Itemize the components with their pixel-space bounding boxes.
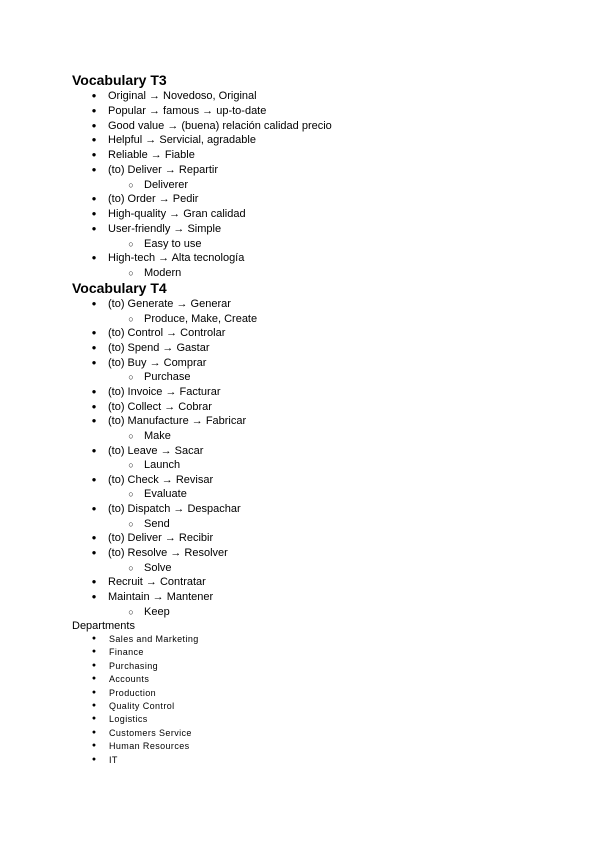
hollow-bullet-icon: ○ bbox=[128, 430, 134, 441]
department-item bbox=[0, 633, 600, 645]
list-item bbox=[0, 192, 600, 206]
list-item-text: (to) Order → Pedir bbox=[108, 193, 199, 206]
bullet-icon: ● bbox=[91, 105, 97, 115]
list-subitem bbox=[0, 458, 600, 472]
bullet-icon: ● bbox=[91, 504, 97, 514]
heading-departments: Departments bbox=[72, 620, 135, 632]
bullet-icon: ● bbox=[91, 357, 97, 367]
bullet-icon: ● bbox=[91, 675, 97, 683]
bullet-icon: ● bbox=[91, 661, 97, 669]
department-item bbox=[0, 646, 600, 658]
list-item bbox=[0, 400, 600, 414]
department-item bbox=[0, 700, 600, 712]
bullet-icon: ● bbox=[91, 474, 97, 484]
hollow-bullet-icon: ○ bbox=[128, 238, 134, 249]
list-item bbox=[0, 590, 600, 604]
list-item-text: (to) Deliver → Recibir bbox=[108, 532, 214, 545]
list-item bbox=[0, 575, 600, 589]
bullet-icon: ● bbox=[91, 445, 97, 455]
list-item-text: Maintain → Mantener bbox=[108, 591, 214, 603]
list-item-text: (to) Buy → Comprar bbox=[108, 356, 207, 369]
list-item-text: (to) Spend → Gastar bbox=[108, 341, 210, 354]
list-subitem bbox=[0, 266, 600, 280]
list-subitem bbox=[0, 561, 600, 575]
list-item-text: (to) Generate → Generar bbox=[108, 298, 231, 310]
bullet-icon: ● bbox=[91, 728, 97, 736]
bullet-icon: ● bbox=[91, 150, 97, 159]
list-item-text: High-quality → Gran calidad bbox=[108, 208, 246, 220]
hollow-bullet-icon: ○ bbox=[128, 606, 134, 617]
list-item-text: Reliable → Fiable bbox=[108, 149, 195, 161]
department-item bbox=[0, 740, 600, 752]
list-item-text: Popular → famous → up-to-date bbox=[108, 104, 267, 117]
bullet-icon: ● bbox=[91, 299, 97, 308]
department-item-text: Sales and Marketing bbox=[109, 634, 199, 644]
list-subitem bbox=[0, 517, 600, 531]
bullet-icon: ● bbox=[91, 648, 97, 656]
department-item-text: Logistics bbox=[109, 714, 148, 725]
department-item-text: IT bbox=[109, 754, 118, 765]
department-item bbox=[0, 727, 600, 739]
list-item bbox=[0, 297, 600, 311]
list-item-text: (to) Dispatch → Despachar bbox=[108, 503, 241, 516]
list-item bbox=[0, 222, 600, 236]
bullet-icon: ● bbox=[91, 755, 97, 763]
list-item bbox=[0, 251, 600, 265]
list-item-text: High-tech → Alta tecnología bbox=[108, 252, 245, 265]
bullet-icon: ● bbox=[91, 577, 97, 587]
department-item bbox=[0, 687, 600, 699]
department-item-text: Finance bbox=[109, 647, 144, 658]
list-item bbox=[0, 104, 600, 118]
list-item bbox=[0, 546, 600, 560]
department-item-text: Customers Service bbox=[109, 727, 192, 738]
list-item bbox=[0, 133, 600, 147]
bullet-icon: ● bbox=[91, 401, 97, 411]
list-item-text: Make bbox=[144, 429, 171, 442]
list-item-text: (to) Collect → Cobrar bbox=[108, 400, 212, 413]
list-subitem bbox=[0, 178, 600, 192]
list-item-text: Keep bbox=[144, 605, 170, 618]
department-item-text: Production bbox=[109, 687, 157, 698]
department-item bbox=[0, 754, 600, 766]
list-item bbox=[0, 326, 600, 340]
list-item bbox=[0, 341, 600, 355]
list-item-text: Solve bbox=[144, 561, 172, 574]
department-item-text: Quality Control bbox=[109, 701, 175, 711]
bullet-icon: ● bbox=[91, 223, 97, 233]
bullet-icon: ● bbox=[91, 194, 97, 204]
hollow-bullet-icon: ○ bbox=[128, 313, 134, 324]
list-item bbox=[0, 119, 600, 133]
list-subitem bbox=[0, 429, 600, 443]
list-item-text: (to) Resolve → Resolver bbox=[108, 547, 228, 560]
department-item-text: Human Resources bbox=[109, 741, 190, 752]
list-item-text: Modern bbox=[144, 267, 182, 279]
department-item bbox=[0, 660, 600, 672]
list-item-text: Purchase bbox=[144, 371, 191, 384]
list-item-text: Recruit → Contratar bbox=[108, 576, 206, 589]
bullet-icon: ● bbox=[91, 135, 97, 145]
hollow-bullet-icon: ○ bbox=[128, 460, 134, 471]
list-item-text: Produce, Make, Create bbox=[144, 312, 258, 325]
list-item bbox=[0, 356, 600, 370]
list-item-text: Launch bbox=[144, 459, 181, 472]
list-item-text: Good value → (buena) relación calidad precio bbox=[108, 119, 332, 132]
list-item bbox=[0, 163, 600, 177]
list-subitem bbox=[0, 487, 600, 501]
list-item bbox=[0, 207, 600, 221]
list-item-text: Deliverer bbox=[144, 178, 189, 191]
list-item-text: (to) Deliver → Repartir bbox=[108, 163, 219, 176]
bullet-icon: ● bbox=[91, 702, 97, 709]
bullet-icon: ● bbox=[91, 342, 97, 352]
bullet-icon: ● bbox=[91, 635, 97, 642]
department-item-text: Accounts bbox=[109, 674, 150, 685]
list-item bbox=[0, 502, 600, 516]
list-item-text: Original → Novedoso, Original bbox=[108, 90, 257, 102]
list-item bbox=[0, 473, 600, 487]
list-subitem bbox=[0, 312, 600, 326]
list-item-text: (to) Control → Controlar bbox=[108, 327, 226, 340]
list-item-text: User-friendly → Simple bbox=[108, 222, 222, 235]
list-item-text: Easy to use bbox=[144, 237, 202, 250]
hollow-bullet-icon: ○ bbox=[128, 518, 134, 529]
department-item bbox=[0, 673, 600, 685]
department-item bbox=[0, 713, 600, 725]
bullet-icon: ● bbox=[91, 209, 97, 218]
list-subitem bbox=[0, 237, 600, 251]
hollow-bullet-icon: ○ bbox=[128, 179, 134, 190]
list-item-text: Helpful → Servicial, agradable bbox=[108, 134, 256, 147]
list-item bbox=[0, 89, 600, 103]
bullet-icon: ● bbox=[91, 253, 97, 263]
list-item-text: Send bbox=[144, 517, 170, 530]
bullet-icon: ● bbox=[91, 715, 97, 723]
hollow-bullet-icon: ○ bbox=[128, 562, 134, 573]
hollow-bullet-icon: ○ bbox=[128, 268, 134, 278]
bullet-icon: ● bbox=[91, 688, 97, 696]
list-item bbox=[0, 385, 600, 399]
hollow-bullet-icon: ○ bbox=[128, 372, 134, 383]
department-item-text: Purchasing bbox=[109, 660, 159, 671]
list-item bbox=[0, 531, 600, 545]
bullet-icon: ● bbox=[91, 386, 97, 396]
bullet-icon: ● bbox=[91, 328, 97, 338]
bullet-icon: ● bbox=[91, 120, 97, 130]
bullet-icon: ● bbox=[91, 533, 97, 543]
heading-vocabulary-t3: Vocabulary T3 bbox=[72, 72, 167, 88]
list-subitem bbox=[0, 605, 600, 619]
list-item-text: (to) Check → Revisar bbox=[108, 473, 214, 486]
list-item-text: (to) Invoice → Facturar bbox=[108, 385, 221, 398]
bullet-icon: ● bbox=[91, 91, 97, 100]
bullet-icon: ● bbox=[91, 548, 97, 558]
list-item-text: Evaluate bbox=[144, 488, 187, 501]
list-item bbox=[0, 414, 600, 428]
list-item-text: (to) Leave → Sacar bbox=[108, 444, 204, 457]
list-item bbox=[0, 444, 600, 458]
bullet-icon: ● bbox=[91, 416, 97, 426]
bullet-icon: ● bbox=[91, 164, 97, 174]
list-item bbox=[0, 148, 600, 162]
bullet-icon: ● bbox=[91, 742, 97, 750]
hollow-bullet-icon: ○ bbox=[128, 489, 134, 500]
list-subitem bbox=[0, 370, 600, 384]
heading-vocabulary-t4: Vocabulary T4 bbox=[72, 280, 167, 296]
bullet-icon: ● bbox=[91, 592, 97, 601]
list-item-text: (to) Manufacture → Fabricar bbox=[108, 415, 247, 428]
